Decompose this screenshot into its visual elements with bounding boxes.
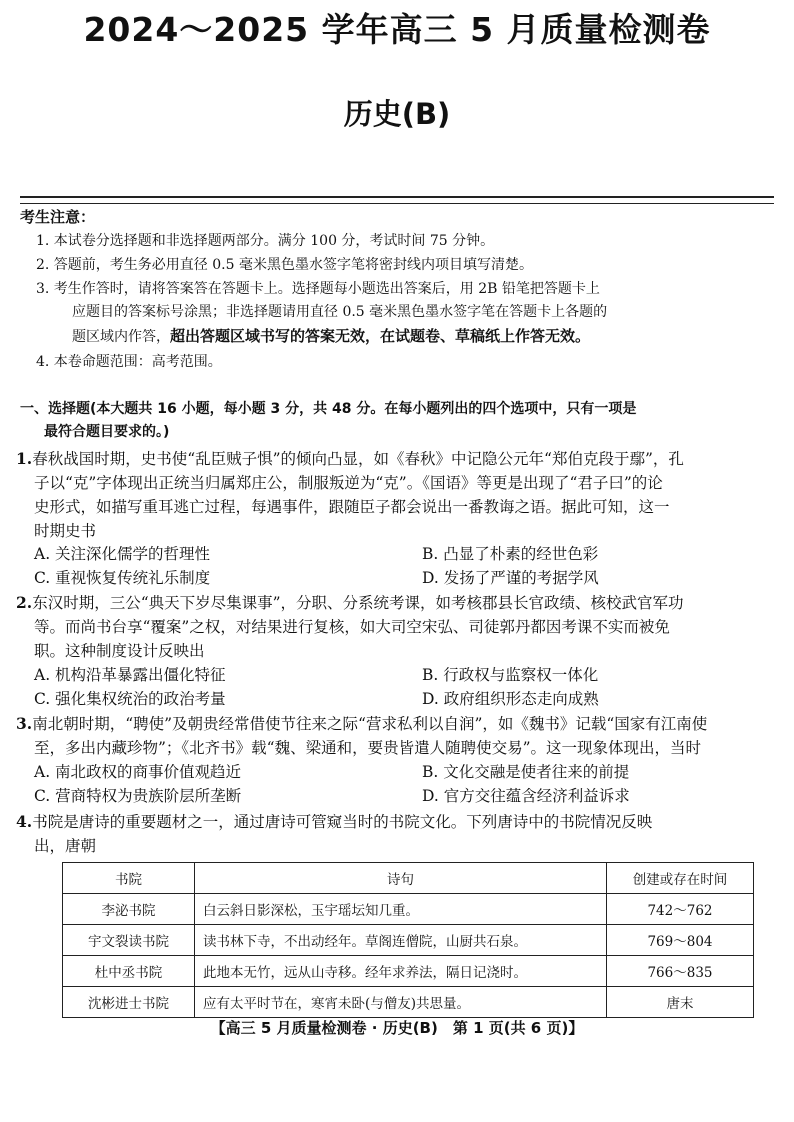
- table-cell-poem: 读书林下寺，不出动经年。草阁连僧院，山厨共石泉。: [195, 925, 607, 956]
- table-header: 创建或存在时间: [607, 863, 754, 894]
- option-3c[interactable]: C. 营商特权为贵族阶层所垄断: [34, 787, 242, 805]
- academy-table: [62, 862, 754, 1018]
- option-2c[interactable]: C. 强化集权统治的政治考量: [34, 690, 226, 708]
- notice-item-2: 2. 答题前，考生务必用直径 0.5 毫米黑色墨水签字笔将密封线内项目填写清楚。: [36, 257, 533, 273]
- notice-item-3: 3. 考生作答时，请将答案答在答题卡上。选择题每小题选出答案后，用 2B 铅笔把答题卡上: [36, 281, 600, 297]
- subject-title: 历史(B): [343, 97, 451, 131]
- question-number: 4.: [16, 812, 33, 831]
- option-3b[interactable]: B. 文化交融是使者往来的前提: [422, 763, 630, 781]
- table-cell-period: 766～835: [607, 956, 754, 987]
- table-header: 书院: [63, 863, 195, 894]
- question-1-line-2: 子以“克”字体现出正统当归属郑庄公，制服叛逆为“克”。《国语》等更是出现了“君子曰”的论: [34, 474, 663, 492]
- table-cell-academy: 沈彬进士书院: [63, 987, 195, 1018]
- option-1a[interactable]: A. 关注深化儒学的哲理性: [34, 545, 211, 563]
- option-2d[interactable]: D. 政府组织形态走向成熟: [422, 690, 599, 708]
- notice-item-3-tail: 题区域内作答，: [72, 329, 170, 345]
- question-1-line-1: 1.春秋战国时期，史书使“乱臣贼子惧”的倾向凸显，如《春秋》中记隐公元年“郑伯克段于鄢”，孔: [16, 449, 684, 468]
- question-2-line-1: 2.东汉时期，三公“典天下岁尽集课事”，分职、分系统考课，如考核郡县长官政绩、核校武官军功: [16, 593, 684, 612]
- option-3a[interactable]: A. 南北政权的商事价值观趋近: [34, 763, 242, 781]
- notice-emphasis: 超出答题区域书写的答案无效，在试题卷、草稿纸上作答无效。: [170, 327, 591, 345]
- question-4-line-2: 出，唐朝: [34, 837, 97, 855]
- table-cell-academy: 李泌书院: [63, 894, 195, 925]
- notice-item-3-cont: 应题目的答案标号涂黑；非选择题请用直径 0.5 毫米黑色墨水签字笔在答题卡上各题的: [72, 304, 608, 320]
- notice-item-3-cont2: [72, 325, 794, 348]
- divider-line: [20, 196, 774, 198]
- table-cell-academy: 杜中丞书院: [63, 956, 195, 987]
- option-2a[interactable]: A. 机构沿革暴露出僵化特征: [34, 666, 226, 684]
- exam-title: 2024～2025 学年高三 5 月质量检测卷: [83, 10, 711, 49]
- option-1c[interactable]: C. 重视恢复传统礼乐制度: [34, 569, 211, 587]
- table-cell-period: 742～762: [607, 894, 754, 925]
- divider-line-thin: [20, 203, 774, 204]
- option-1d[interactable]: D. 发扬了严谨的考据学风: [422, 569, 599, 587]
- table-row: [63, 894, 754, 925]
- notice-item-4: 4. 本卷命题范围：高考范围。: [36, 354, 222, 370]
- question-1-line-3: 史形式，如描写重耳逃亡过程，每遇事件，跟随臣子都会说出一番教诲之语。据此可知，这一: [34, 498, 670, 516]
- table-cell-period: 唐末: [607, 987, 754, 1018]
- table-row: [63, 925, 754, 956]
- table-row: [63, 987, 754, 1018]
- page-footer: 【高三 5 月质量检测卷 · 历史(B) 第 1 页(共 6 页)】: [210, 1019, 584, 1037]
- question-number: 1.: [16, 449, 33, 468]
- option-1b[interactable]: B. 凸显了朴素的经世色彩: [422, 545, 599, 563]
- section-heading-cont: 最符合题目要求的。): [44, 424, 170, 440]
- table-header-row: [63, 863, 754, 894]
- question-3-line-2: 至，多出内藏珍物”；《北齐书》载“魏、梁通和，要贵皆遣人随聘使交易”。这一现象体现出，当时: [34, 739, 702, 757]
- question-2-line-2: 等。而尚书台享“覆案”之权，对结果进行复核，如大司空宋弘、司徒郭丹都因考课不实而被免: [34, 618, 670, 636]
- notice-item-1: 1. 本试卷分选择题和非选择题两部分。满分 100 分，考试时间 75 分钟。: [36, 233, 495, 249]
- table-cell-poem: 白云斜日影深松，玉宇瑶坛知几重。: [195, 894, 607, 925]
- table-cell-poem: 应有太平时节在，寒宵未卧(与僧友)共思量。: [195, 987, 607, 1018]
- question-1-line-4: 时期史书: [34, 522, 97, 540]
- option-3d[interactable]: D. 官方交往蕴含经济利益诉求: [422, 787, 630, 805]
- table-cell-period: 769～804: [607, 925, 754, 956]
- question-4-line-1: 4.书院是唐诗的重要题材之一，通过唐诗可管窥当时的书院文化。下列唐诗中的书院情况反映: [16, 812, 653, 831]
- notice-heading: 考生注意：: [20, 208, 96, 226]
- table-row: [63, 956, 754, 987]
- question-number: 2.: [16, 593, 33, 612]
- option-2b[interactable]: B. 行政权与监察权一体化: [422, 666, 599, 684]
- question-number: 3.: [16, 714, 33, 733]
- question-3-line-1: 3.南北朝时期，“聘使”及朝贵经常借使节往来之际“营求私利以自润”，如《魏书》记载“国家有江南使: [16, 714, 708, 733]
- table-header: 诗句: [195, 863, 607, 894]
- section-heading: 一、选择题(本大题共 16 小题，每小题 3 分，共 48 分。在每小题列出的四个选项中，只有一项是: [20, 401, 637, 417]
- table-cell-poem: 此地本无竹，远从山寺移。经年求养法，隔日记浇时。: [195, 956, 607, 987]
- table-cell-academy: 宇文裂读书院: [63, 925, 195, 956]
- question-2-line-3: 职。这种制度设计反映出: [34, 642, 205, 660]
